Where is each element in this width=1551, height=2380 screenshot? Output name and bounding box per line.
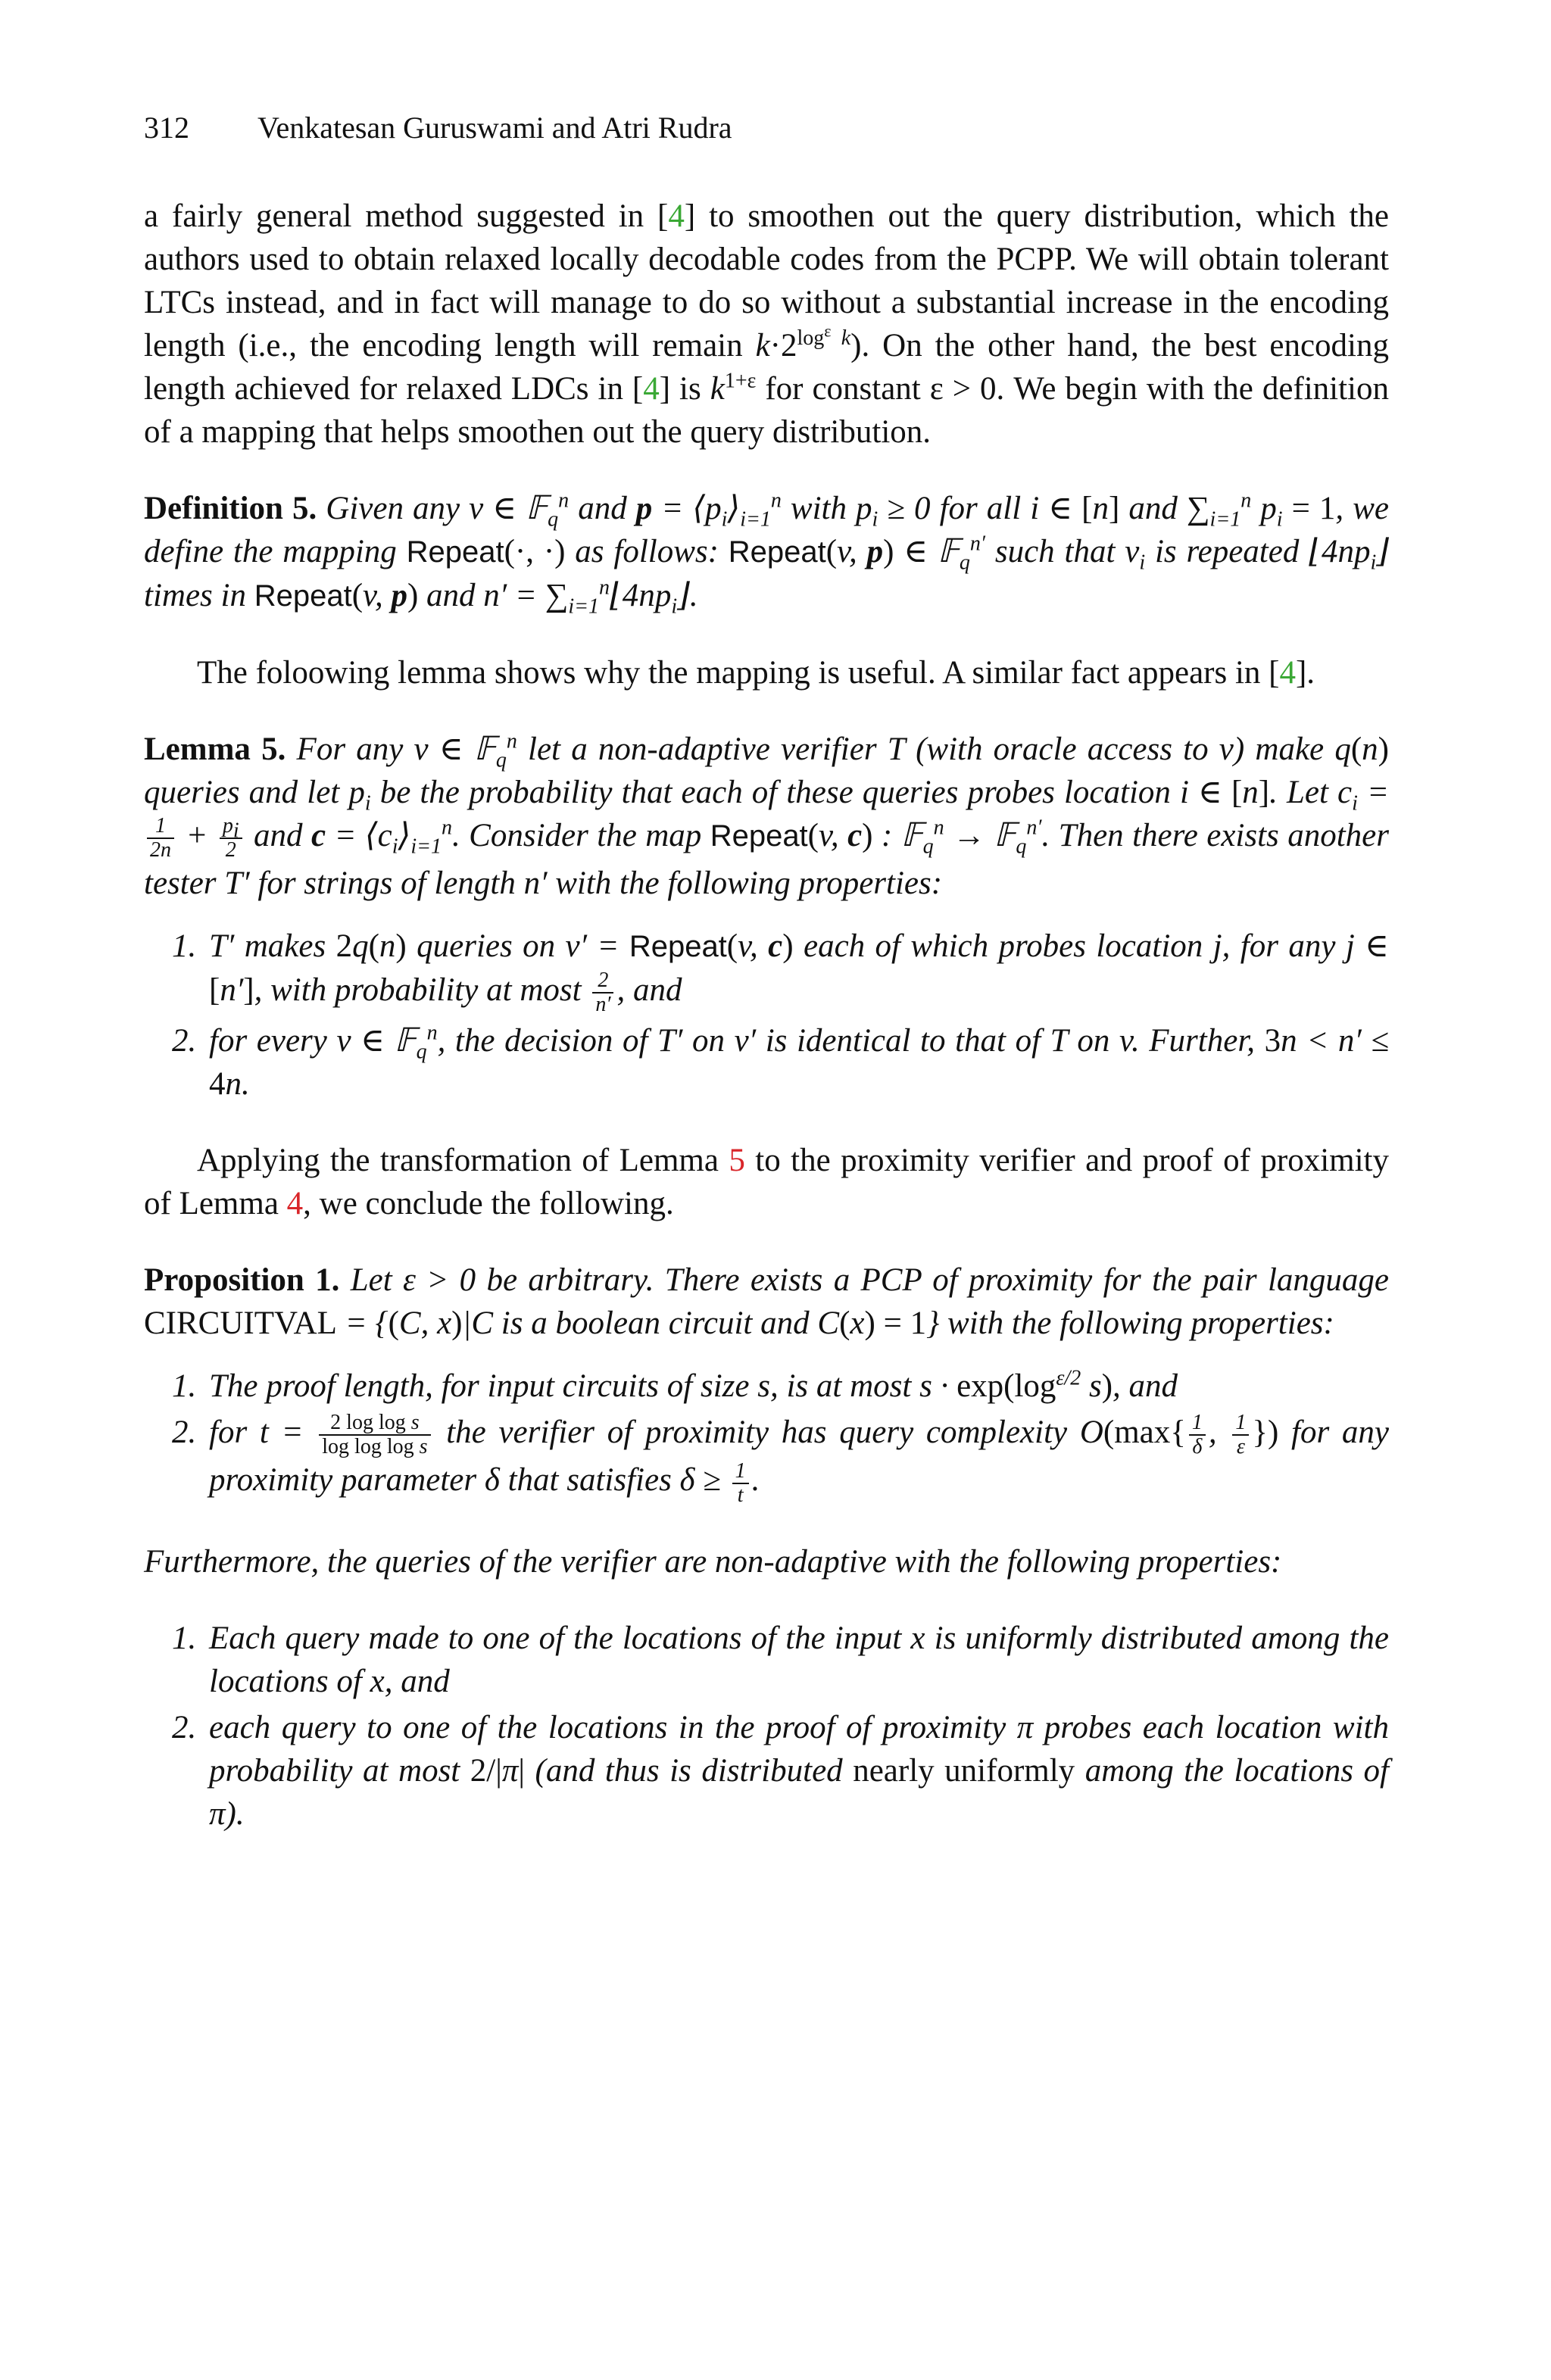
paragraph-apply: Applying the transformation of Lemma 5 to the proximity verifier and proof of proximity of Lemma 4, we conclude the following.: [144, 1143, 1390, 1222]
list-item: 2. for every v ∈ 𝔽$_q^n$, the decision of T′ on v′ is identical to that of T on v. Further, 3n < n′ ≤ 4n.: [204, 1019, 1389, 1106]
proposition-1-properties: [144, 1365, 1389, 1506]
citation-link[interactable]: 4: [1279, 655, 1296, 691]
list-item: 1. Each query made to one of the locations of the input x is uniformly distributed among the locations of x, and: [204, 1617, 1389, 1703]
running-header: [144, 106, 1389, 149]
page: [144, 106, 1389, 1836]
lemma-link[interactable]: 5: [729, 1143, 745, 1179]
definition-5: Definition 5. Given any v ∈ 𝔽$_q^n$ and $p = ⟨p_i⟩_{i=1}^n$ with $p_i \ge 0$ for all i ∈ [n] and $\sum_{i=1}^n$ $p_i = 1$, we define the mapping Repeat(·, ·) as follows: Repeat(v, p) ∈ 𝔽$_q^{n'}$ such that $v_i$ is repeated $⌊4np_i⌋$ times in Repeat(v, p) and $n' = \sum_{i=1}^n⌊4np_i⌋$.: [144, 488, 1390, 619]
definition-label: Definition 5.: [144, 491, 317, 526]
query-properties: [144, 1617, 1389, 1836]
lemma-5-properties: [144, 925, 1389, 1106]
list-item: 1. T′ makes 2q(n) queries on v′ = Repeat(v, c) each of which probes location j, for any j ∈ [n′], with probability at most $\frac{2}{n'}$ , and: [204, 925, 1389, 1016]
lemma-link[interactable]: 4: [286, 1186, 304, 1222]
list-item: 2. each query to one of the locations in the proof of proximity π probes each location with probability at most 2/|π| (and thus is distributed nearly uniformly among the locations of π).: [204, 1706, 1389, 1836]
paragraph-furthermore: Furthermore, the queries of the verifier are non-adaptive with the following properties:: [144, 1543, 1282, 1580]
citation-link[interactable]: 4: [643, 371, 660, 407]
running-authors: Venkatesan Guruswami and Atri Rudra: [257, 111, 732, 145]
lemma-5: Lemma 5. For any v ∈ 𝔽$_q^n$ let a non-adaptive verifier T (with oracle access to v) make q(n) queries and let $p_i$ be the probability that each of these queries probes location i ∈ [n]. Let $c_i$ = $\frac{1}{2n}$ + $\frac{p_i}{2}$ and $c = ⟨c_i⟩_{i=1}^n$. Consider the map Repeat(v, c) : 𝔽$_q^n$ → 𝔽$_q^{n'}$. Then there exists another tester T′ for strings of length n′ with the following properties:: [144, 729, 1389, 902]
list-item: 2. for t = $\frac{\text{2 log log s}}{\text{log log log s}}$ the verifier of proximity has query complexity O(max{ $\frac{1}{\delta}$ , $\frac{1}{\varepsilon}$ }) for any proximity parameter δ that satisfies δ ≥ $\frac{1}{t}$ .: [204, 1411, 1389, 1506]
citation-link[interactable]: 4: [668, 198, 685, 234]
proposition-label: Proposition 1.: [144, 1262, 340, 1299]
list-item: 1. The proof length, for input circuits of size s, is at most $s \cdot \exp(\log^{\varepsilon/2}$ s), and: [204, 1365, 1389, 1408]
proposition-1: Proposition 1. Let ε > 0 be arbitrary. There exists a PCP of proximity for the pair language CIRCUITVAL = {(C, x)|C is a boolean circuit and C(x) = 1} with the following properties:: [144, 1262, 1389, 1342]
paragraph-intro: a fairly general method suggested in [4] to smoothen out the query distribution, which the authors used to obtain relaxed locally decodable codes from the PCPP. We will obtain tolerant LTCs instead, and in fact will manage to do so without a substantial increase in the encoding length (i.e., the encoding length will remain $k\cdot 2^{log^\varepsilon k}$). On the other hand, the best encoding length achieved for relaxed LDCs in [4] is $k^{1+\varepsilon}$ for constant ε > 0. We begin with the definition of a mapping that helps smoothen out the query distribution.: [144, 198, 1390, 450]
paragraph-lemma-intro: The foloowing lemma shows why the mapping is useful. A similar fact appears in [4].: [197, 655, 1315, 691]
lemma-label: Lemma 5.: [144, 731, 286, 767]
page-number: 312: [144, 111, 189, 145]
